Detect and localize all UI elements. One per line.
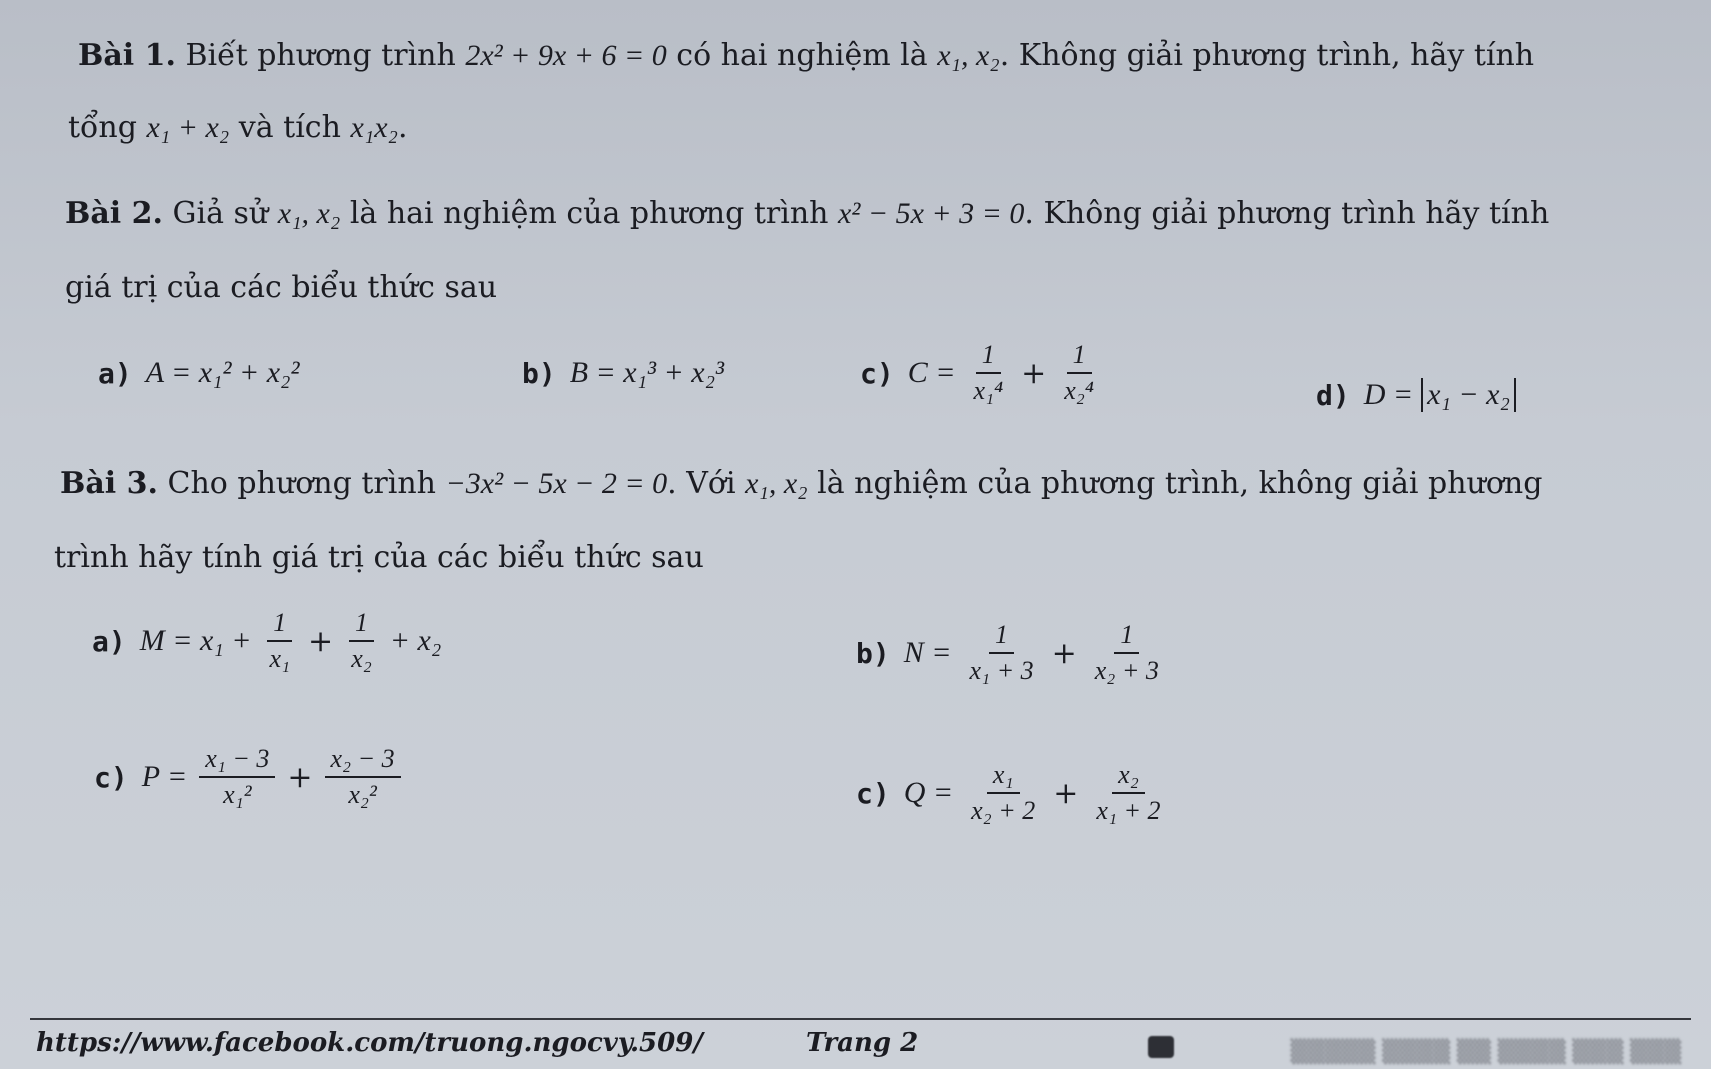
fraction-numerator: 1	[349, 608, 374, 642]
bai1-equation: 2x² + 9x + 6 = 0	[465, 39, 667, 72]
bai2-b-label: b)	[522, 356, 556, 390]
fraction-numerator: 1	[1067, 340, 1092, 374]
author-logo-icon	[1148, 1036, 1174, 1058]
bai1-text1: Biết phương trình	[185, 38, 456, 73]
bai1-line1	[78, 38, 1534, 74]
plus-sign: +	[1053, 775, 1079, 811]
bai3-q-frac2	[1090, 760, 1166, 826]
bai2-equation: x² − 5x + 3 = 0	[838, 197, 1025, 230]
fraction-denominator: x₂ + 2	[971, 796, 1036, 825]
fraction-numerator: x₁	[987, 760, 1020, 794]
bai3-b-frac2	[1089, 620, 1165, 686]
bai1-text2: có hai nghiệm là	[676, 38, 928, 73]
fraction-denominator: x₁ + 3	[969, 656, 1034, 685]
bai2-text4: giá trị của các biểu thức sau	[65, 270, 498, 305]
fraction-denominator: x₂⁴	[1064, 376, 1094, 405]
fraction-numerator: 1	[267, 608, 292, 642]
bai3-title: Bài 3.	[60, 466, 158, 501]
bai1-line2	[68, 110, 408, 146]
bai3-c-label: c)	[94, 760, 128, 794]
bai2-d-label: d)	[1316, 378, 1350, 412]
bai3-item-c	[94, 744, 405, 810]
bai3-line1	[60, 466, 1542, 502]
bai3-b-frac1	[963, 620, 1039, 686]
bai3-text3: là nghiệm của phương trình, không giải phương	[817, 466, 1543, 501]
bai1-title: Bài 1.	[78, 38, 176, 73]
bai1-text4: tổng	[68, 110, 137, 145]
bai2-text2: là hai nghiệm của phương trình	[349, 196, 829, 231]
plus-sign: +	[1021, 355, 1047, 391]
bai3-item-a	[92, 608, 441, 674]
bai3-item-b	[856, 620, 1169, 686]
bai1-text3: . Không giải phương trình, hãy tính	[999, 38, 1535, 73]
fraction-numerator: 1	[989, 620, 1014, 654]
bai3-c-frac2	[325, 744, 401, 810]
bai2-c-lhs: C =	[907, 356, 956, 389]
fraction-numerator: x₂	[1112, 760, 1145, 794]
footer-divider	[30, 1018, 1691, 1020]
bai2-line1	[65, 196, 1549, 232]
bai2-item-b	[522, 356, 724, 390]
fraction-numerator: 1	[1114, 620, 1139, 654]
bai1-product: x₁x₂	[350, 111, 398, 144]
fraction-denominator: x₁⁴	[973, 376, 1004, 405]
plus-sign: +	[308, 623, 334, 659]
bai1-roots: x₁, x₂	[937, 39, 1000, 72]
bai2-line2	[65, 270, 497, 306]
bai3-c-frac1	[199, 744, 275, 810]
bai2-a-expr: A = x₁² + x₂²	[145, 356, 300, 389]
bai1-text5: và tích	[238, 110, 341, 145]
fraction-numerator: 1	[976, 340, 1001, 374]
bai3-q-label: c)	[856, 776, 890, 810]
bai3-item-q	[856, 760, 1171, 826]
bai3-q-lhs: Q =	[903, 776, 954, 809]
bai3-text4: trình hãy tính giá trị của các biểu thức sau	[54, 540, 704, 575]
fraction-denominator: x₂²	[348, 780, 377, 809]
bai1-end: .	[397, 110, 408, 145]
bai3-a-tail: + x₂	[389, 624, 442, 657]
bai2-item-c	[860, 340, 1104, 406]
bai3-text1: Cho phương trình	[167, 466, 436, 501]
footer-page-number: Trang 2	[806, 1028, 919, 1058]
bai3-a-label: a)	[92, 624, 126, 658]
bai2-c-label: c)	[860, 356, 894, 390]
bai1-sum: x₁ + x₂	[146, 111, 230, 144]
bai2-item-a	[98, 356, 299, 390]
bai2-d-lhs: D =	[1363, 378, 1414, 411]
bai2-c-frac1	[967, 340, 1009, 406]
fraction-denominator: x₂	[351, 644, 372, 673]
bai3-a-frac1	[263, 608, 296, 674]
bai2-text1: Giả sử	[172, 196, 269, 231]
fraction-numerator: x₁ − 3	[199, 744, 275, 778]
bai3-q-frac1	[965, 760, 1041, 826]
bai2-c-frac2	[1058, 340, 1100, 406]
bai2-title: Bài 2.	[65, 196, 163, 231]
bai2-roots: x₁, x₂	[277, 197, 341, 230]
bai2-text3: . Không giải phương trình hãy tính	[1024, 196, 1550, 231]
bai3-a-lhs: M = x₁ +	[139, 624, 252, 657]
fraction-denominator: x₁²	[223, 780, 252, 809]
bai3-line2	[54, 540, 704, 576]
fraction-numerator: x₂ − 3	[325, 744, 401, 778]
fraction-denominator: x₂ + 3	[1094, 656, 1159, 685]
footer-url: https://www.facebook.com/truong.ngocvy.509/	[36, 1028, 703, 1058]
bai3-b-lhs: N =	[903, 636, 952, 669]
bai3-roots: x₁, x₂	[745, 467, 808, 500]
bai3-text2: . Với	[667, 466, 736, 501]
bai2-a-label: a)	[98, 356, 132, 390]
bai2-item-d	[1316, 378, 1516, 412]
fraction-denominator: x₁ + 2	[1096, 796, 1161, 825]
fraction-denominator: x₁	[269, 644, 291, 673]
bai3-b-label: b)	[856, 636, 890, 670]
bai2-d-abs: x₁ − x₂	[1421, 378, 1516, 412]
bai3-c-lhs: P =	[141, 760, 188, 793]
footer-blurred-author: ▒▒▒▒▒ ▒▒▒▒ ▒▒ ▒▒▒▒ ▒▒▒ ▒▒▒	[1290, 1040, 1681, 1065]
bai3-equation: −3x² − 5x − 2 = 0	[445, 467, 668, 500]
bai2-b-expr: B = x₁³ + x₂³	[569, 356, 725, 389]
bai3-a-frac2	[345, 608, 378, 674]
plus-sign: +	[287, 759, 313, 795]
plus-sign: +	[1051, 635, 1077, 671]
